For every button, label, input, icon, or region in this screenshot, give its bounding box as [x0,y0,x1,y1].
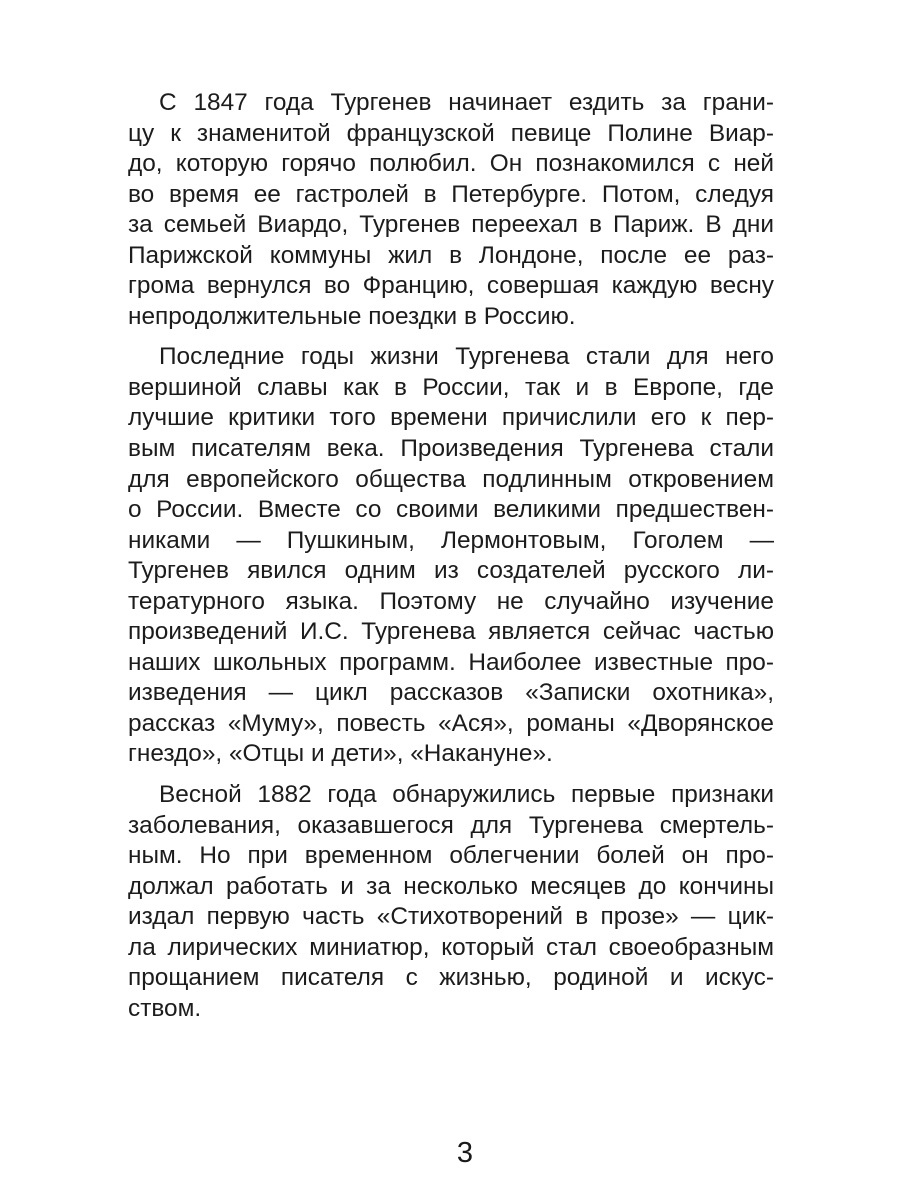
text-line: Последние годы жизни Тургенева стали для него [159,343,774,371]
text-line: для европейского общества подлинным откровением [128,465,774,493]
text-line: изведения — цикл рассказов «Записки охотника», [128,679,774,707]
paragraph-1 [128,88,774,332]
text-line: до, которую горячо полюбил. Он познакомился с ней [128,150,774,178]
text-line: издал первую часть «Стихотворений в прозе» — цик- [128,903,774,931]
text-line: о России. Вместе со своими великими предшествен- [128,496,774,524]
text-line: С 1847 года Тургенев начинает ездить за грани- [159,89,774,116]
text-line: прощанием писателя с жизнью, родиной и искус- [128,964,774,992]
text-line: рассказ «Муму», повесть «Ася», романы «Дворянское [128,709,774,737]
paragraph-2 [128,342,774,770]
text-line: произведений И.С. Тургенева является сейчас частью [128,618,774,646]
text-line: ством. [128,994,202,1022]
paragraph-3 [128,780,774,1024]
text-line: ла лирических миниатюр, который стал своеобразным [128,933,774,961]
text-line: грома вернулся во Францию, совершая каждую весну [128,272,774,300]
body-text [128,88,774,1034]
text-line: вым писателям века. Произведения Тургенева стали [128,435,774,463]
text-line: цу к знаменитой французской певице Полине Виар- [128,119,774,147]
text-line: наших школьных программ. Наиболее известные про- [128,648,774,676]
text-line: никами — Пушкиным, Лермонтовым, Гоголем — [128,526,774,554]
text-line: непродолжительные поездки в Россию. [128,302,576,330]
text-line: тературного языка. Поэтому не случайно изучение [128,587,774,615]
text-line: Тургенев явился одним из создателей русского ли- [128,557,774,585]
text-line: должал работать и за несколько месяцев до кончины [128,872,774,900]
text-line: заболевания, оказавшегося для Тургенева смертель- [128,811,774,839]
text-line: Весной 1882 года обнаружились первые признаки [159,781,774,809]
text-line: Парижской коммуны жил в Лондоне, после ее раз- [128,241,774,269]
text-line: вершиной славы как в России, так и в Европе, где [128,373,774,401]
text-line: за семьей Виардо, Тургенев переехал в Париж. В дни [128,211,774,239]
text-line: лучшие критики того времени причислили его к пер- [128,404,774,432]
page-number: 3 [456,1137,474,1169]
text-line: во время ее гастролей в Петербурге. Потом, следуя [128,180,774,208]
text-line: гнездо», «Отцы и дети», «Накануне». [128,740,553,768]
text-line: ным. Но при временном облегчении болей он про- [128,842,774,870]
